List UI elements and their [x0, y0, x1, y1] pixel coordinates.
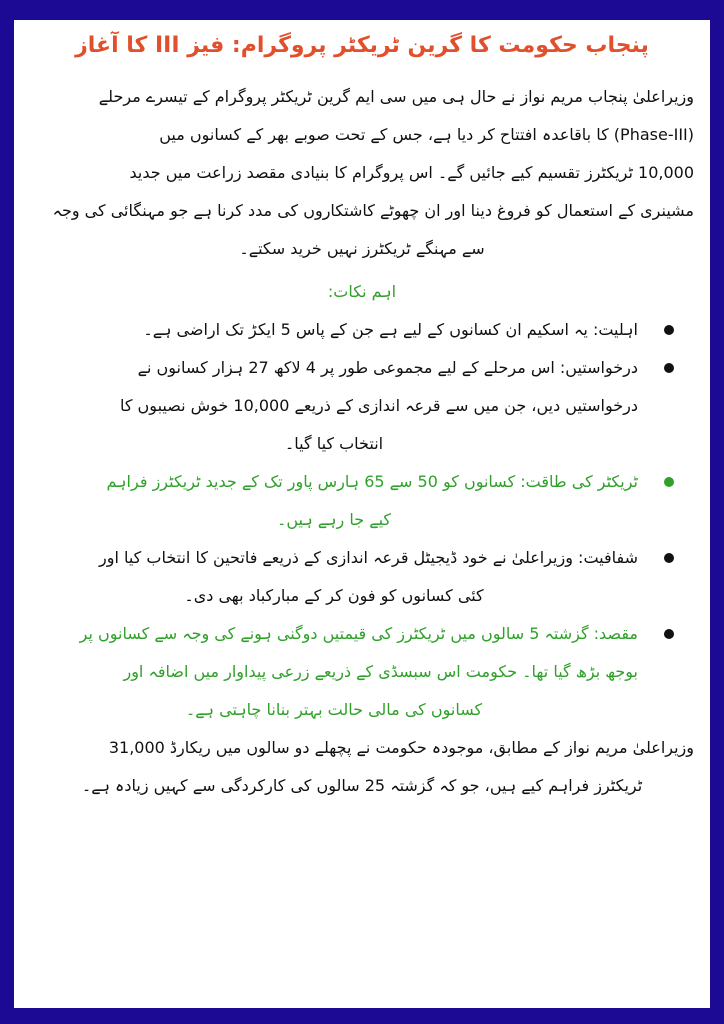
- point-line: کسانوں کی مالی حالت بہتر بنانا چاہتی ہے۔: [185, 700, 483, 719]
- bullet-icon: [664, 325, 674, 335]
- page-title: پنجاب حکومت کا گرین ٹریکٹر پروگرام: فیز III کا آغاز: [75, 33, 649, 58]
- intro-line: (Phase-III) کا باقاعدہ افتتاح کر دیا ہے، جس کے تحت صوبے بھر کے کسانوں میں: [159, 125, 694, 144]
- closing-line: ٹریکٹرز فراہم کیے ہیں، جو کہ گزشتہ 25 سالوں کی کارکردگی سے کہیں زیادہ ہے۔: [81, 776, 643, 795]
- point-line: انتخاب کیا گیا۔: [284, 434, 384, 453]
- point-line: درخواستیں: اس مرحلے کے لیے مجموعی طور پر 4 لاکھ 27 ہزار کسانوں نے: [137, 358, 638, 377]
- point-item: [30, 543, 694, 610]
- point-line: مقصد: گزشتہ 5 سالوں میں ٹریکٹرز کی قیمتیں دوگنی ہونے کی وجہ سے کسانوں پر: [79, 624, 638, 643]
- point-line: شفافیت: وزیراعلیٰ نے خود ڈیجیٹل قرعہ اندازی کے ذریعے فاتحین کا انتخاب کیا اور: [98, 548, 638, 567]
- closing-line: وزیراعلیٰ مریم نواز کے مطابق، موجودہ حکومت نے پچھلے دو سالوں میں ریکارڈ 31,000: [108, 738, 694, 757]
- intro-line: 10,000 ٹریکٹرز تقسیم کیے جائیں گے۔ اس پروگرام کا بنیادی مقصد زراعت میں جدید: [129, 163, 694, 182]
- bullet-icon: [664, 553, 674, 563]
- intro-line: مشینری کے استعمال کو فروغ دینا اور ان چھوٹے کاشتکاروں کی مدد کرنا ہے جو مہنگائی کی وجہ: [52, 201, 694, 220]
- bullet-icon: [664, 477, 674, 487]
- point-line: کیے جا رہے ہیں۔: [276, 510, 392, 529]
- point-line: اہلیت: یہ اسکیم ان کسانوں کے لیے ہے جن کے پاس 5 ایکڑ تک اراضی ہے۔: [143, 320, 638, 339]
- point-line: کئی کسانوں کو فون کر کے مبارکباد بھی دی۔: [184, 586, 484, 605]
- point-item: [30, 315, 694, 344]
- point-line: ٹریکٹر کی طاقت: کسانوں کو 50 سے 65 ہارس پاور تک کے جدید ٹریکٹرز فراہم: [106, 472, 638, 491]
- intro-line: وزیراعلیٰ پنجاب مریم نواز نے حال ہی میں سی ایم گرین ٹریکٹر پروگرام کے تیسرے مرحلے: [98, 87, 694, 106]
- bullet-icon: [664, 629, 674, 639]
- key-points-heading: اہم نکات:: [327, 282, 397, 301]
- point-item: [30, 619, 694, 724]
- article-card: [14, 20, 710, 1008]
- point-item: [30, 353, 694, 458]
- bullet-icon: [664, 363, 674, 373]
- intro-line: سے مہنگے ٹریکٹرز نہیں خرید سکتے۔: [239, 239, 485, 258]
- point-line: درخواستیں دیں، جن میں سے قرعہ اندازی کے ذریعے 10,000 خوش نصیبوں کا: [119, 396, 638, 415]
- point-item: [30, 467, 694, 534]
- point-line: بوجھ بڑھ گیا تھا۔ حکومت اس سبسڈی کے ذریعے زرعی پیداوار میں اضافہ اور: [123, 662, 638, 681]
